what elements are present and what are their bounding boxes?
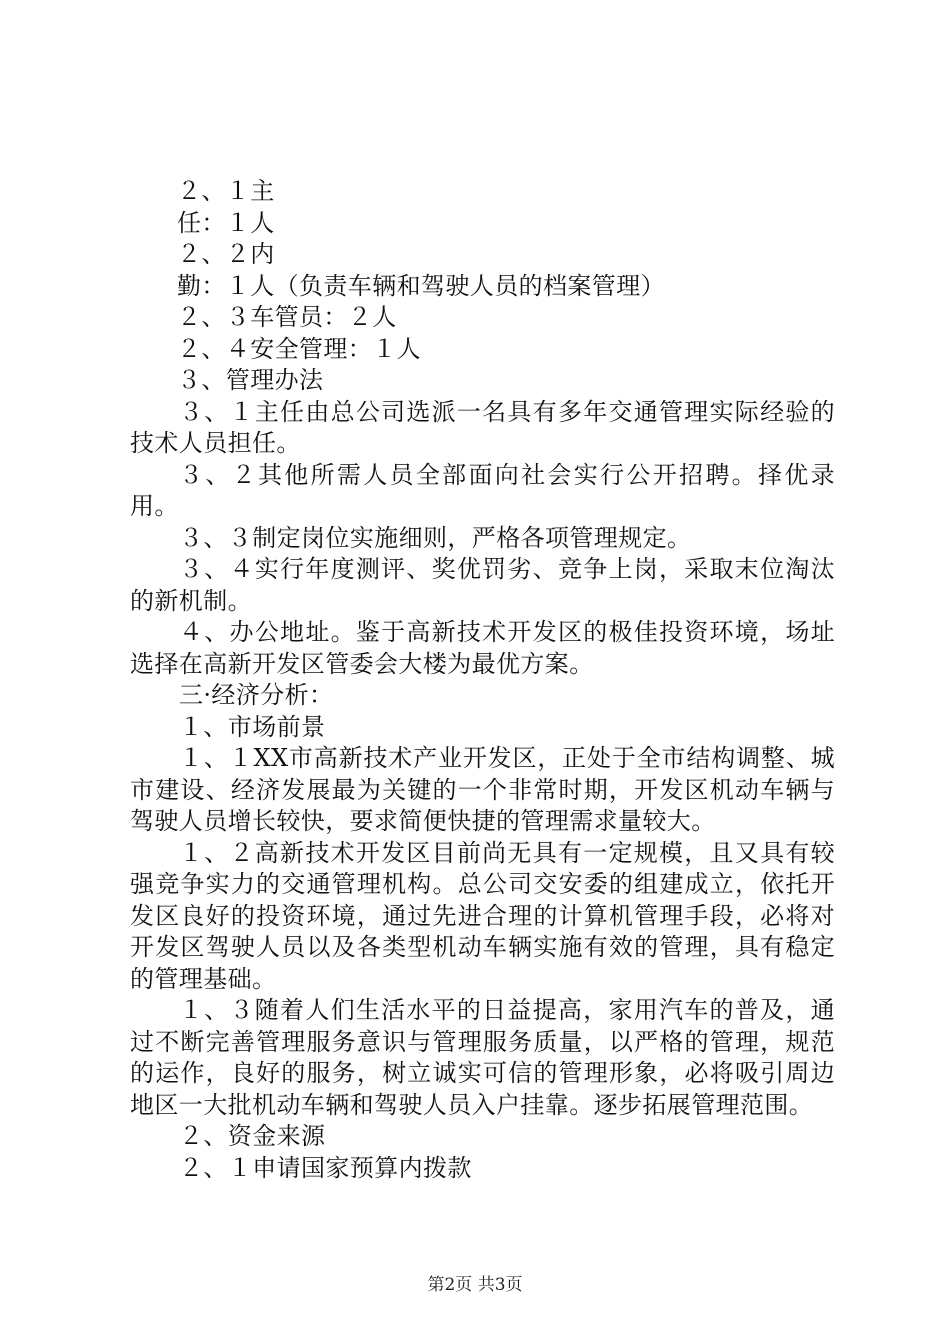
text-line: ２、１主 [177, 177, 275, 205]
paragraph: １、３随着人们生活水平的日益提高，家用汽车的普及，通过不断完善管理服务意识与管理服务质量，以严格的管理，规范的运作，良好的服务，树立诚实可信的管理形象，必将吸引周边地区一大批机动车辆和驾驶人员入户挂靠。逐步拓展管理范围。 [130, 996, 835, 1119]
paragraph: ３、４实行年度测评、奖优罚劣、竞争上岗，采取末位淘汰的新机制。 [130, 555, 835, 615]
text-line: 勤：１人（负责车辆和驾驶人员的档案管理） [177, 271, 665, 300]
paragraph: ２、１申请国家预算内拨款 [179, 1153, 472, 1182]
paragraph: ４、办公地址。鉴于高新技术开发区的极佳投资环境，场址选择在高新开发区管委会大楼为最优方案。 [130, 618, 835, 678]
section-heading: ３、管理办法 [177, 366, 324, 394]
section-heading: ２、资金来源 [179, 1122, 326, 1150]
section-heading: １、市场前景 [179, 712, 326, 741]
paragraph: １、２高新技术开发区目前尚无具有一定规模，且又具有较强竞争实力的交通管理机构。总公司交安委的组建成立，依托开发区良好的投资环境，通过先进合理的计算机管理手段，必将对开发区驾驶人员以及各类型机动车辆实施有效的管理，具有稳定的管理基础。 [130, 838, 835, 993]
paragraph: ３、２其他所需人员全部面向社会实行公开招聘。择优录用。 [130, 460, 835, 520]
paragraph: ３、１主任由总公司选派一名具有多年交通管理实际经验的技术人员担任。 [130, 397, 835, 457]
section-heading: 三·经济分析： [179, 681, 334, 709]
text-line: ２、３车管员：２人 [177, 303, 397, 331]
paragraph: １、１XX市高新技术产业开发区，正处于全市结构调整、城市建设、经济发展最为关键的一个非常时期，开发区机动车辆与驾驶人员增长较快，要求简便快捷的管理需求量较大。 [130, 744, 835, 835]
paragraph: ３、３制定岗位实施细则，严格各项管理规定。 [179, 523, 692, 552]
page-number-footer: 第2页 共3页 [427, 1275, 523, 1295]
text-line: ２、２内 [177, 240, 275, 268]
text-line: 任：１人 [177, 208, 275, 237]
document-body [130, 176, 835, 1184]
text-line: ２、４安全管理：１人 [177, 334, 421, 363]
